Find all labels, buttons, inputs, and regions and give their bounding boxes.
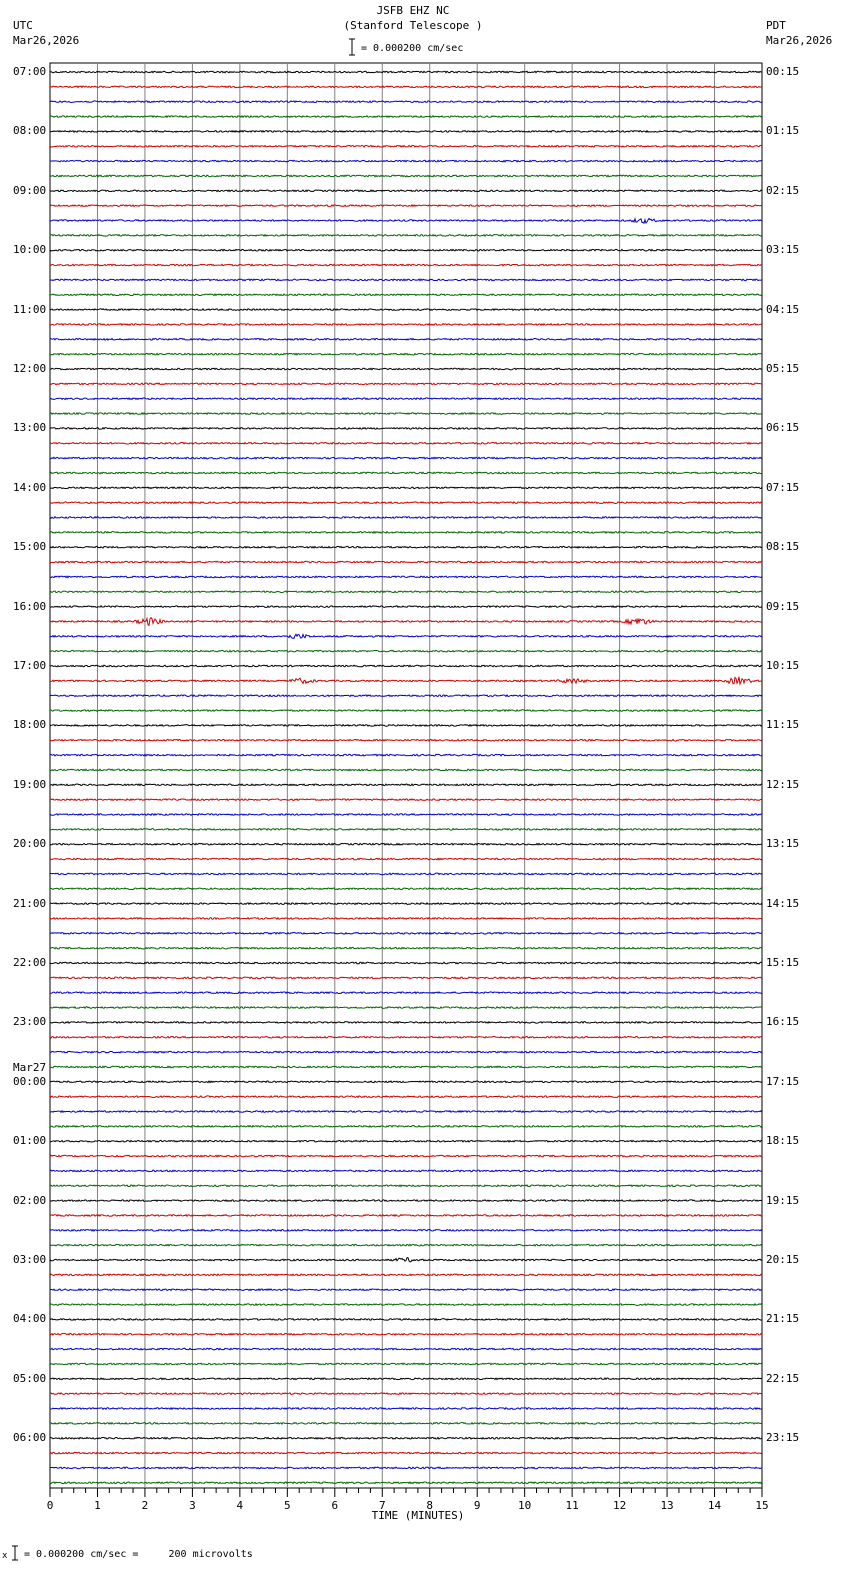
utc-hour-label: 13:00 [13, 421, 47, 435]
seismic-trace [50, 131, 762, 133]
pdt-hour-label: 11:15 [766, 718, 800, 732]
station-title: JSFB EHZ NC [376, 4, 450, 17]
seismic-trace [50, 1155, 762, 1157]
right-timezone: PDT [766, 19, 786, 32]
seismic-trace [50, 977, 762, 979]
seismic-trace [50, 205, 762, 207]
utc-hour-label: 22:00 [13, 956, 47, 969]
seismic-trace [50, 249, 762, 251]
seismic-trace [50, 1378, 762, 1380]
utc-hour-label: 07:00 [13, 65, 47, 78]
utc-hour-label: 11:00 [13, 302, 47, 316]
seismic-trace [50, 1007, 762, 1009]
seismic-trace [50, 398, 762, 400]
utc-hour-label: 16:00 [13, 599, 47, 613]
utc-hour-label: 18:00 [13, 718, 47, 732]
seismic-trace [50, 754, 762, 756]
seismic-trace [50, 383, 762, 385]
utc-hour-label: 01:00 [13, 1134, 47, 1148]
station-description: (Stanford Telescope ) [343, 19, 483, 32]
seismic-trace [50, 294, 762, 296]
seismic-trace [50, 1051, 762, 1053]
utc-hour-label: 14:00 [13, 480, 47, 494]
seismic-trace [50, 710, 762, 712]
seismic-trace [50, 1363, 762, 1365]
utc-hour-label: 08:00 [13, 124, 47, 138]
seismic-trace [50, 1274, 762, 1276]
scale-bar-icon [348, 38, 356, 56]
utc-hour-label: 10:00 [13, 243, 47, 257]
utc-hour-label: 02:00 [13, 1193, 47, 1207]
seismic-trace [50, 858, 762, 860]
seismic-trace [50, 1437, 762, 1439]
seismic-trace [50, 903, 762, 905]
pdt-hour-label: 07:15 [766, 480, 800, 494]
seismic-trace [50, 190, 762, 192]
seismic-trace [50, 1096, 762, 1098]
seismic-trace [50, 532, 762, 534]
seismic-trace [50, 888, 762, 890]
seismic-trace [50, 591, 762, 593]
seismic-trace [50, 1230, 762, 1232]
seismic-trace [50, 353, 762, 355]
x-tick-label: 5 [284, 1499, 291, 1512]
utc-hour-label: 04:00 [13, 1312, 47, 1326]
seismic-trace [50, 1467, 762, 1469]
seismic-trace [50, 1482, 762, 1484]
footer-scale-label: = 0.000200 cm/sec = 200 microvolts [24, 1549, 253, 1560]
x-tick-label: 4 [236, 1499, 244, 1512]
pdt-hour-label: 18:15 [766, 1134, 800, 1148]
seismic-trace [50, 634, 762, 638]
utc-hour-label: 19:00 [13, 777, 47, 791]
x-tick-label: 8 [426, 1499, 434, 1512]
seismic-traces [50, 71, 762, 1483]
seismic-trace [50, 665, 762, 667]
seismic-trace [50, 873, 762, 875]
seismic-trace [50, 576, 762, 578]
utc-hour-label: 09:00 [13, 183, 47, 197]
x-tick-label: 13 [660, 1499, 674, 1512]
seismic-trace [50, 769, 762, 771]
pdt-hour-label: 09:15 [766, 599, 800, 613]
seismic-trace [50, 618, 762, 626]
utc-hour-label: 20:00 [13, 837, 47, 851]
seismic-trace [50, 368, 762, 370]
seismic-trace [50, 1170, 762, 1172]
footer-scale-bar-icon [11, 1545, 19, 1561]
seismic-trace [50, 145, 762, 147]
pdt-hour-label: 21:15 [766, 1312, 800, 1326]
seismic-trace [50, 175, 762, 177]
utc-hour-label: 12:00 [13, 362, 47, 375]
pdt-hour-label: 10:15 [766, 659, 800, 672]
seismic-trace [50, 1066, 762, 1068]
x-tick-label: 1 [94, 1499, 101, 1512]
pdt-hour-label: 16:15 [766, 1015, 800, 1029]
seismic-trace [50, 279, 762, 281]
seismic-trace [50, 799, 762, 801]
seismic-trace [50, 324, 762, 326]
left-date: Mar26,2026 [13, 34, 80, 47]
x-tick-label: 6 [331, 1499, 339, 1512]
seismic-trace [50, 264, 762, 266]
seismic-trace [50, 677, 762, 684]
x-tick-label: 14 [707, 1499, 722, 1512]
utc-hour-label: 00:00 [13, 1074, 47, 1088]
seismic-trace [50, 650, 762, 652]
pdt-hour-label: 04:15 [766, 302, 800, 316]
utc-date-change-label: Mar27 [13, 1060, 47, 1074]
pdt-hour-label: 17:15 [766, 1074, 800, 1088]
seismic-trace [50, 116, 762, 118]
pdt-hour-label: 12:15 [766, 777, 800, 791]
seismic-trace [50, 1200, 762, 1202]
x-tick-label: 12 [612, 1499, 627, 1512]
seismic-trace [50, 947, 762, 949]
utc-hour-label: 23:00 [13, 1015, 47, 1029]
utc-hour-label: 17:00 [13, 659, 47, 672]
right-date: Mar26,2026 [766, 34, 833, 47]
pdt-hour-label: 02:15 [766, 183, 800, 197]
seismic-trace [50, 1244, 762, 1246]
x-tick-label: 3 [189, 1499, 196, 1512]
seismic-trace [50, 784, 762, 786]
scale-label: = 0.000200 cm/sec [361, 43, 464, 54]
seismic-trace [50, 1036, 762, 1038]
pdt-hour-label: 00:15 [766, 65, 800, 78]
seismic-trace [50, 1452, 762, 1454]
seismic-trace [50, 1333, 762, 1335]
seismic-trace [50, 1126, 762, 1128]
seismic-trace [50, 546, 762, 548]
seismic-trace [50, 413, 762, 415]
seismic-trace [50, 1140, 762, 1142]
seismic-trace [50, 1185, 762, 1187]
seismic-trace [50, 725, 762, 727]
seismic-trace [50, 829, 762, 831]
utc-hour-label: 21:00 [13, 896, 47, 910]
pdt-hour-label: 23:15 [766, 1431, 800, 1445]
x-tick-label: 7 [378, 1499, 386, 1512]
seismic-trace [50, 1408, 762, 1410]
utc-hour-label: 03:00 [13, 1253, 47, 1266]
left-timezone: UTC [13, 19, 33, 32]
seismic-trace [50, 339, 762, 341]
pdt-hour-label: 15:15 [766, 956, 800, 969]
seismic-trace [50, 309, 762, 311]
pdt-hour-label: 01:15 [766, 124, 800, 138]
seismic-trace [50, 814, 762, 816]
seismic-trace [50, 101, 762, 103]
seismic-trace [50, 1304, 762, 1306]
x-tick-label: 10 [518, 1499, 532, 1512]
seismic-trace [50, 502, 762, 504]
seismic-trace [50, 606, 762, 608]
seismic-trace [50, 235, 762, 237]
pdt-hour-label: 03:15 [766, 243, 800, 257]
seismic-trace [50, 933, 762, 935]
seismic-trace [50, 962, 762, 964]
x-tick-label: 11 [565, 1499, 579, 1512]
x-axis-label: TIME (MINUTES) [371, 1509, 465, 1522]
seismic-trace [50, 1319, 762, 1321]
utc-hour-label: 15:00 [13, 540, 47, 554]
pdt-hour-label: 05:15 [766, 362, 800, 375]
seismic-trace [50, 487, 762, 489]
seismic-trace [50, 218, 762, 223]
seismic-trace [50, 739, 762, 741]
seismic-trace [50, 1393, 762, 1395]
seismic-trace [50, 160, 762, 162]
seismic-trace [50, 1081, 762, 1083]
seismic-trace [50, 843, 762, 845]
seismic-trace [50, 1022, 762, 1024]
seismic-trace [50, 1423, 762, 1425]
pdt-hour-label: 20:15 [766, 1253, 800, 1266]
seismic-trace [50, 1348, 762, 1350]
pdt-hour-label: 14:15 [766, 896, 800, 910]
pdt-hour-label: 22:15 [766, 1371, 800, 1385]
seismic-trace [50, 992, 762, 994]
seismic-trace [50, 695, 762, 697]
seismic-trace [50, 472, 762, 474]
seismic-trace [50, 428, 762, 430]
pdt-hour-label: 13:15 [766, 837, 800, 851]
seismic-trace [50, 457, 762, 459]
utc-hour-label: 05:00 [13, 1371, 47, 1385]
seismic-trace [50, 71, 762, 73]
seismic-trace [50, 1111, 762, 1113]
pdt-hour-label: 19:15 [766, 1193, 800, 1207]
seismic-trace [50, 1258, 762, 1262]
x-tick-label: 0 [46, 1499, 54, 1512]
seismic-trace [50, 86, 762, 88]
x-tick-label: 15 [755, 1499, 769, 1512]
seismic-trace [50, 517, 762, 519]
footer-marker: x [2, 1551, 8, 1561]
utc-hour-label: 06:00 [13, 1431, 47, 1445]
pdt-hour-label: 06:15 [766, 421, 800, 435]
seismic-trace [50, 1289, 762, 1291]
seismic-trace [50, 442, 762, 444]
x-tick-label: 9 [473, 1499, 481, 1512]
x-tick-label: 2 [141, 1499, 149, 1512]
seismic-trace [50, 561, 762, 563]
pdt-hour-label: 08:15 [766, 540, 800, 554]
seismic-trace [50, 1215, 762, 1217]
seismic-trace [50, 918, 762, 920]
